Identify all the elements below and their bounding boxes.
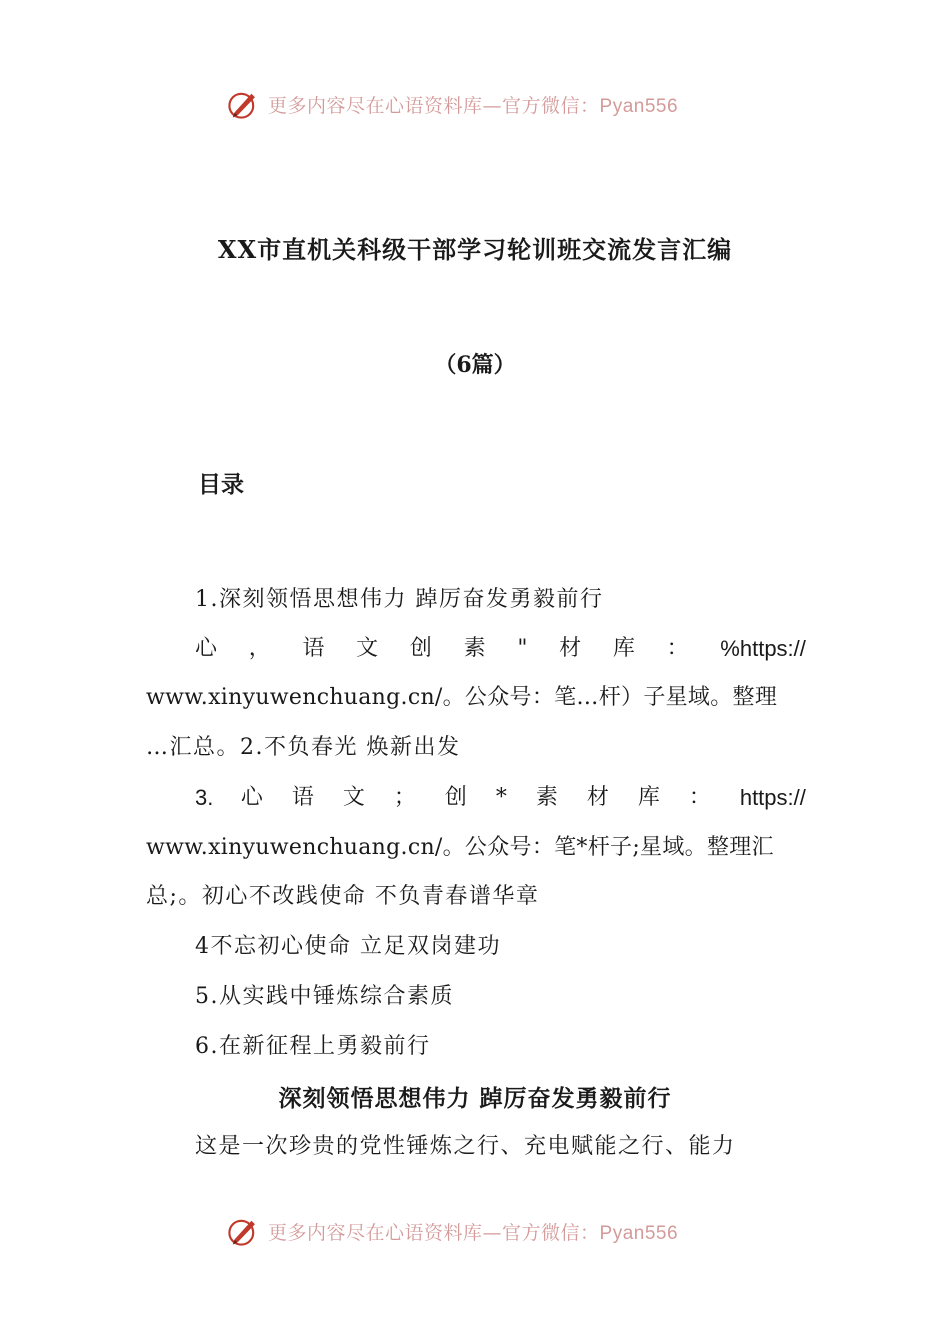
toc-item-6: 6.在新征程上勇毅前行 bbox=[195, 1034, 431, 1059]
noise-token: 素 bbox=[463, 636, 488, 661]
section-title: 深刻领悟思想伟力 踔厉奋发勇毅前行 bbox=[278, 1085, 672, 1112]
watermark-text bbox=[268, 1218, 678, 1245]
watermark-label: 更多内容尽在心语资料库—官方微信： bbox=[268, 1221, 600, 1244]
toc-noise-1-line-1 bbox=[195, 633, 806, 665]
noise-token: 语 bbox=[291, 785, 316, 810]
noise-token: 心 bbox=[240, 785, 265, 810]
toc-noise-1-line-3: …汇总。2.不负春光 焕新出发 bbox=[146, 735, 461, 760]
noise-token: * bbox=[495, 785, 509, 810]
toc-heading: 目录 bbox=[198, 471, 244, 498]
noise-token: 素 bbox=[535, 785, 560, 810]
noise-token: %https:// bbox=[720, 636, 806, 661]
noise-token: https:// bbox=[739, 785, 806, 810]
watermark-label: 更多内容尽在心语资料库—官方微信： bbox=[268, 94, 600, 117]
footer-watermark bbox=[226, 1213, 678, 1249]
noise-token: ： bbox=[688, 785, 713, 810]
noise-token: 创 bbox=[444, 785, 469, 810]
watermark-id: Pyan556 bbox=[599, 1222, 679, 1244]
noise-token: 3. bbox=[195, 785, 214, 810]
watermark-text bbox=[268, 91, 678, 118]
body-paragraph: 这是一次珍贵的党性锤炼之行、充电赋能之行、能力 bbox=[195, 1134, 736, 1159]
toc-noise-2-line-1 bbox=[195, 782, 806, 814]
toc-noise-1-line-2: www.xinyuwenchuang.cn/。公众号：笔…杆）子星域。整理 bbox=[146, 685, 778, 710]
noise-token: 语 bbox=[302, 636, 326, 661]
toc-noise-2-line-2: www.xinyuwenchuang.cn/。公众号：笔*杆子;星域。整理汇 bbox=[146, 835, 774, 860]
noise-token: 创 bbox=[409, 636, 434, 661]
noise-token: 材 bbox=[559, 636, 583, 661]
noise-token: 库 bbox=[637, 785, 662, 810]
pen-logo-icon bbox=[226, 1214, 260, 1248]
pen-logo-icon bbox=[226, 87, 260, 121]
toc-item-4: 4不忘初心使命 立足双岗建功 bbox=[195, 934, 501, 959]
toc-item-1: 1.深刻领悟思想伟力 踔厉奋发勇毅前行 bbox=[195, 587, 604, 612]
noise-token: 文 bbox=[342, 785, 367, 810]
header-watermark bbox=[226, 86, 678, 122]
toc-noise-2-line-3: 总;。初心不改践使命 不负青春谱华章 bbox=[146, 884, 540, 909]
noise-token: 文 bbox=[356, 636, 380, 661]
document-title: XX市直机关科级干部学习轮训班交流发言汇编 bbox=[217, 235, 733, 264]
noise-token: ： bbox=[666, 636, 691, 661]
noise-token: 心 bbox=[195, 636, 219, 661]
document-subtitle: （6篇） bbox=[434, 352, 516, 378]
watermark-id: Pyan556 bbox=[599, 95, 679, 117]
toc-item-5: 5.从实践中锤炼综合素质 bbox=[195, 984, 454, 1009]
noise-token: 库 bbox=[612, 636, 637, 661]
noise-token: ； bbox=[393, 785, 418, 810]
noise-token: " bbox=[517, 636, 529, 661]
noise-token: ， bbox=[248, 636, 273, 661]
noise-token: 材 bbox=[586, 785, 611, 810]
